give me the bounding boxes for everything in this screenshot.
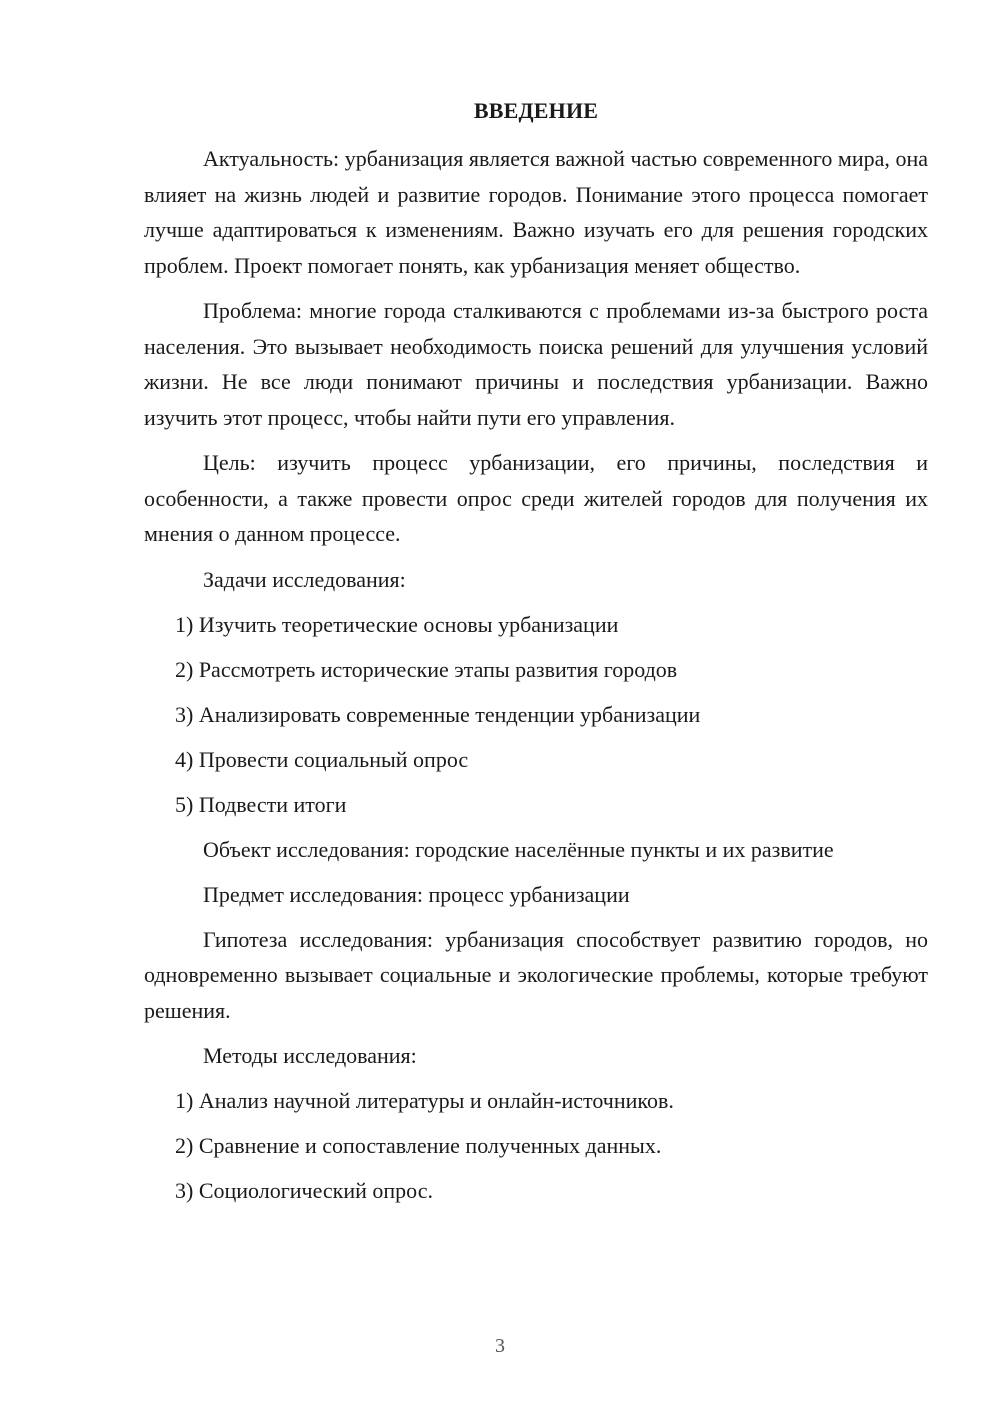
tasks-heading: Задачи исследования: [203,566,406,592]
list-item: 1) Изучить теоретические основы урбанизации [175,611,619,637]
list-item: 3) Социологический опрос. [175,1178,433,1203]
tasks-list [144,607,928,822]
list-item: 2) Рассмотреть исторические этапы развития городов [175,656,678,682]
page-number: 3 [495,1335,505,1357]
page-title: ВВЕДЕНИЕ [473,98,599,123]
list-item: 2) Сравнение и сопоставление полученных данных. [175,1133,662,1158]
page-content [144,93,928,1218]
relevance-paragraph: Актуальность: урбанизация является важной частью современного мира, она влияет на жизнь людей и развитие городов. Понимание этого процесса помогает лучше адаптироваться к изменениям. Важно изучать его для решения городских проблем. Проект помогает понять, как урбанизация меняет общество. [144,146,928,278]
goal-paragraph: Цель: изучить процесс урбанизации, его причины, последствия и особенности, а также провести опрос среди жителей городов для получения их мнения о данном процессе. [144,450,928,546]
research-subject: Предмет исследования: процесс урбанизации [203,881,630,907]
list-item: 4) Провести социальный опрос [175,746,469,772]
methods-heading: Методы исследования: [203,1043,417,1068]
list-item: 1) Анализ научной литературы и онлайн-источников. [175,1088,674,1113]
list-item: 3) Анализировать современные тенденции урбанизации [175,701,701,727]
hypothesis-paragraph: Гипотеза исследования: урбанизация способствует развитию городов, но одновременно вызывает социальные и экологические проблемы, которые требуют решения. [144,926,928,1023]
research-object: Объект исследования: городские населённые пункты и их развитие [203,836,834,862]
list-item: 5) Подвести итоги [175,791,347,817]
problem-paragraph: Проблема: многие города сталкиваются с проблемами из-за быстрого роста населения. Это вызывает необходимость поиска решений для улучшения условий жизни. Не все люди понимают причины и последствия урбанизации. Важно изучить этот процесс, чтобы найти пути его управления. [144,298,928,430]
methods-list [144,1083,928,1208]
